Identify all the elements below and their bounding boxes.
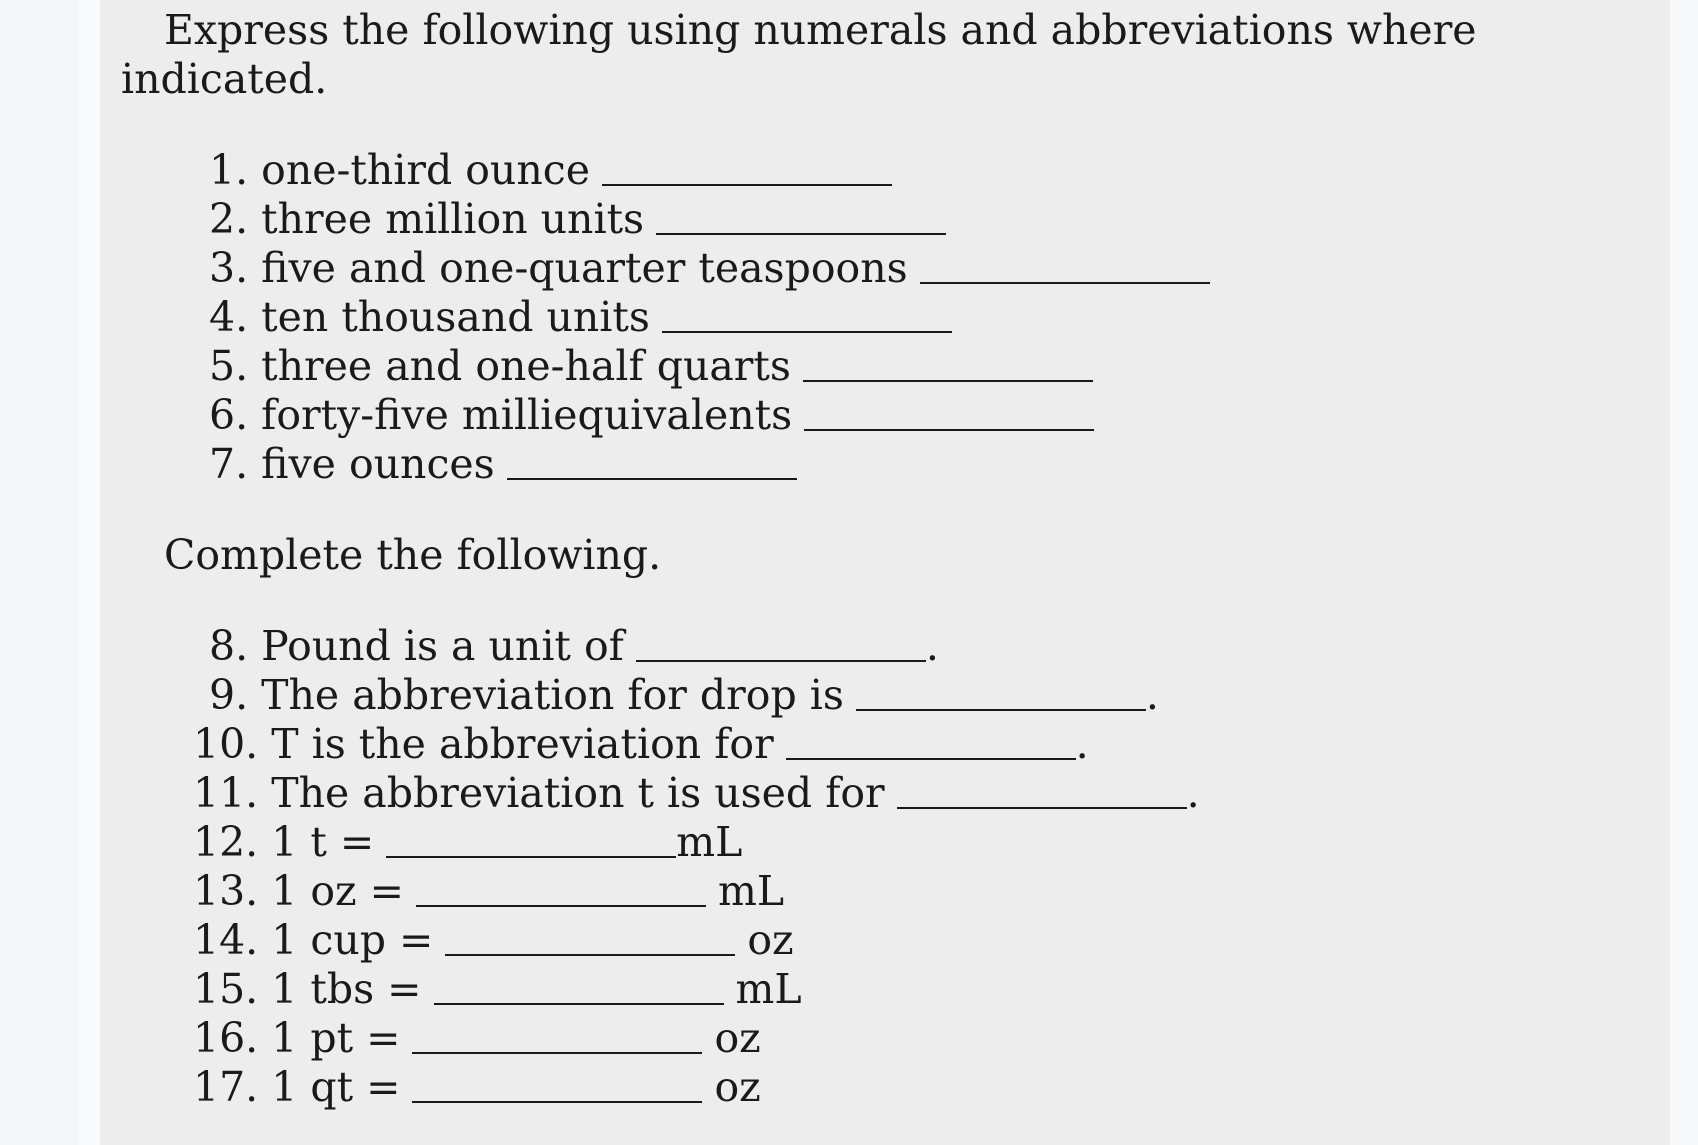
question-suffix: . <box>1075 720 1089 768</box>
question-label: 12. 1 t = <box>193 818 375 866</box>
answer-blank[interactable] <box>416 905 706 907</box>
section2-heading: Complete the following. <box>164 531 662 579</box>
answer-blank[interactable] <box>856 709 1146 711</box>
question-item-12 <box>193 818 742 867</box>
unit-label: oz <box>714 1063 761 1111</box>
question-label: 10. T is the abbreviation for <box>193 720 774 768</box>
question-item-9 <box>209 671 1159 720</box>
question-item-16 <box>193 1014 761 1063</box>
question-label: 14. 1 cup = <box>193 916 434 964</box>
question-label: 3. five and one-quarter teaspoons <box>209 244 908 292</box>
question-item-2 <box>209 195 946 244</box>
question-suffix: . <box>1145 671 1159 719</box>
question-label: 7. five ounces <box>209 440 495 488</box>
question-item-15 <box>193 965 802 1014</box>
question-item-5 <box>209 342 1093 391</box>
answer-blank[interactable] <box>786 758 1076 760</box>
question-label: 2. three million units <box>209 195 645 243</box>
answer-blank[interactable] <box>662 331 952 333</box>
unit-label: oz <box>714 1014 761 1062</box>
question-label: 16. 1 pt = <box>193 1014 401 1062</box>
unit-label: mL <box>735 965 802 1013</box>
question-label: 13. 1 oz = <box>193 867 405 915</box>
question-item-14 <box>193 916 794 965</box>
question-item-4 <box>209 293 952 342</box>
answer-blank[interactable] <box>445 954 735 956</box>
answer-blank[interactable] <box>386 856 676 858</box>
answer-blank[interactable] <box>636 660 926 662</box>
question-item-17 <box>193 1063 761 1112</box>
answer-blank[interactable] <box>656 233 946 235</box>
left-margin-band <box>78 0 100 1145</box>
question-item-7 <box>209 440 797 489</box>
question-label: 5. three and one-half quarts <box>209 342 791 390</box>
answer-blank[interactable] <box>897 807 1187 809</box>
question-label: 6. forty-five milliequivalents <box>209 391 793 439</box>
question-label: 15. 1 tbs = <box>193 965 422 1013</box>
question-item-6 <box>209 391 1094 440</box>
question-item-3 <box>209 244 1210 293</box>
unit-label: oz <box>747 916 794 964</box>
answer-blank[interactable] <box>507 478 797 480</box>
question-item-1 <box>209 146 892 195</box>
answer-blank[interactable] <box>412 1052 702 1054</box>
section1-heading-line1: Express the following using numerals and abbreviations where <box>164 6 1477 54</box>
answer-blank[interactable] <box>412 1101 702 1103</box>
unit-label: mL <box>676 818 743 866</box>
question-item-13 <box>193 867 784 916</box>
question-label: 1. one-third ounce <box>209 146 590 194</box>
question-label: 17. 1 qt = <box>193 1063 401 1111</box>
answer-blank[interactable] <box>804 429 1094 431</box>
question-label: 11. The abbreviation t is used for <box>193 769 885 817</box>
question-label: 4. ten thousand units <box>209 293 650 341</box>
question-suffix: . <box>1186 769 1200 817</box>
answer-blank[interactable] <box>803 380 1093 382</box>
question-label: 8. Pound is a unit of <box>209 622 624 670</box>
answer-blank[interactable] <box>434 1003 724 1005</box>
question-item-11 <box>193 769 1200 818</box>
right-margin-band <box>1670 0 1698 1145</box>
answer-blank[interactable] <box>602 184 892 186</box>
section1-heading-line2: indicated. <box>121 55 328 103</box>
unit-label: mL <box>718 867 785 915</box>
question-label: 9. The abbreviation for drop is <box>209 671 844 719</box>
answer-blank[interactable] <box>920 282 1210 284</box>
question-item-10 <box>193 720 1089 769</box>
question-suffix: . <box>925 622 939 670</box>
question-item-8 <box>209 622 939 671</box>
